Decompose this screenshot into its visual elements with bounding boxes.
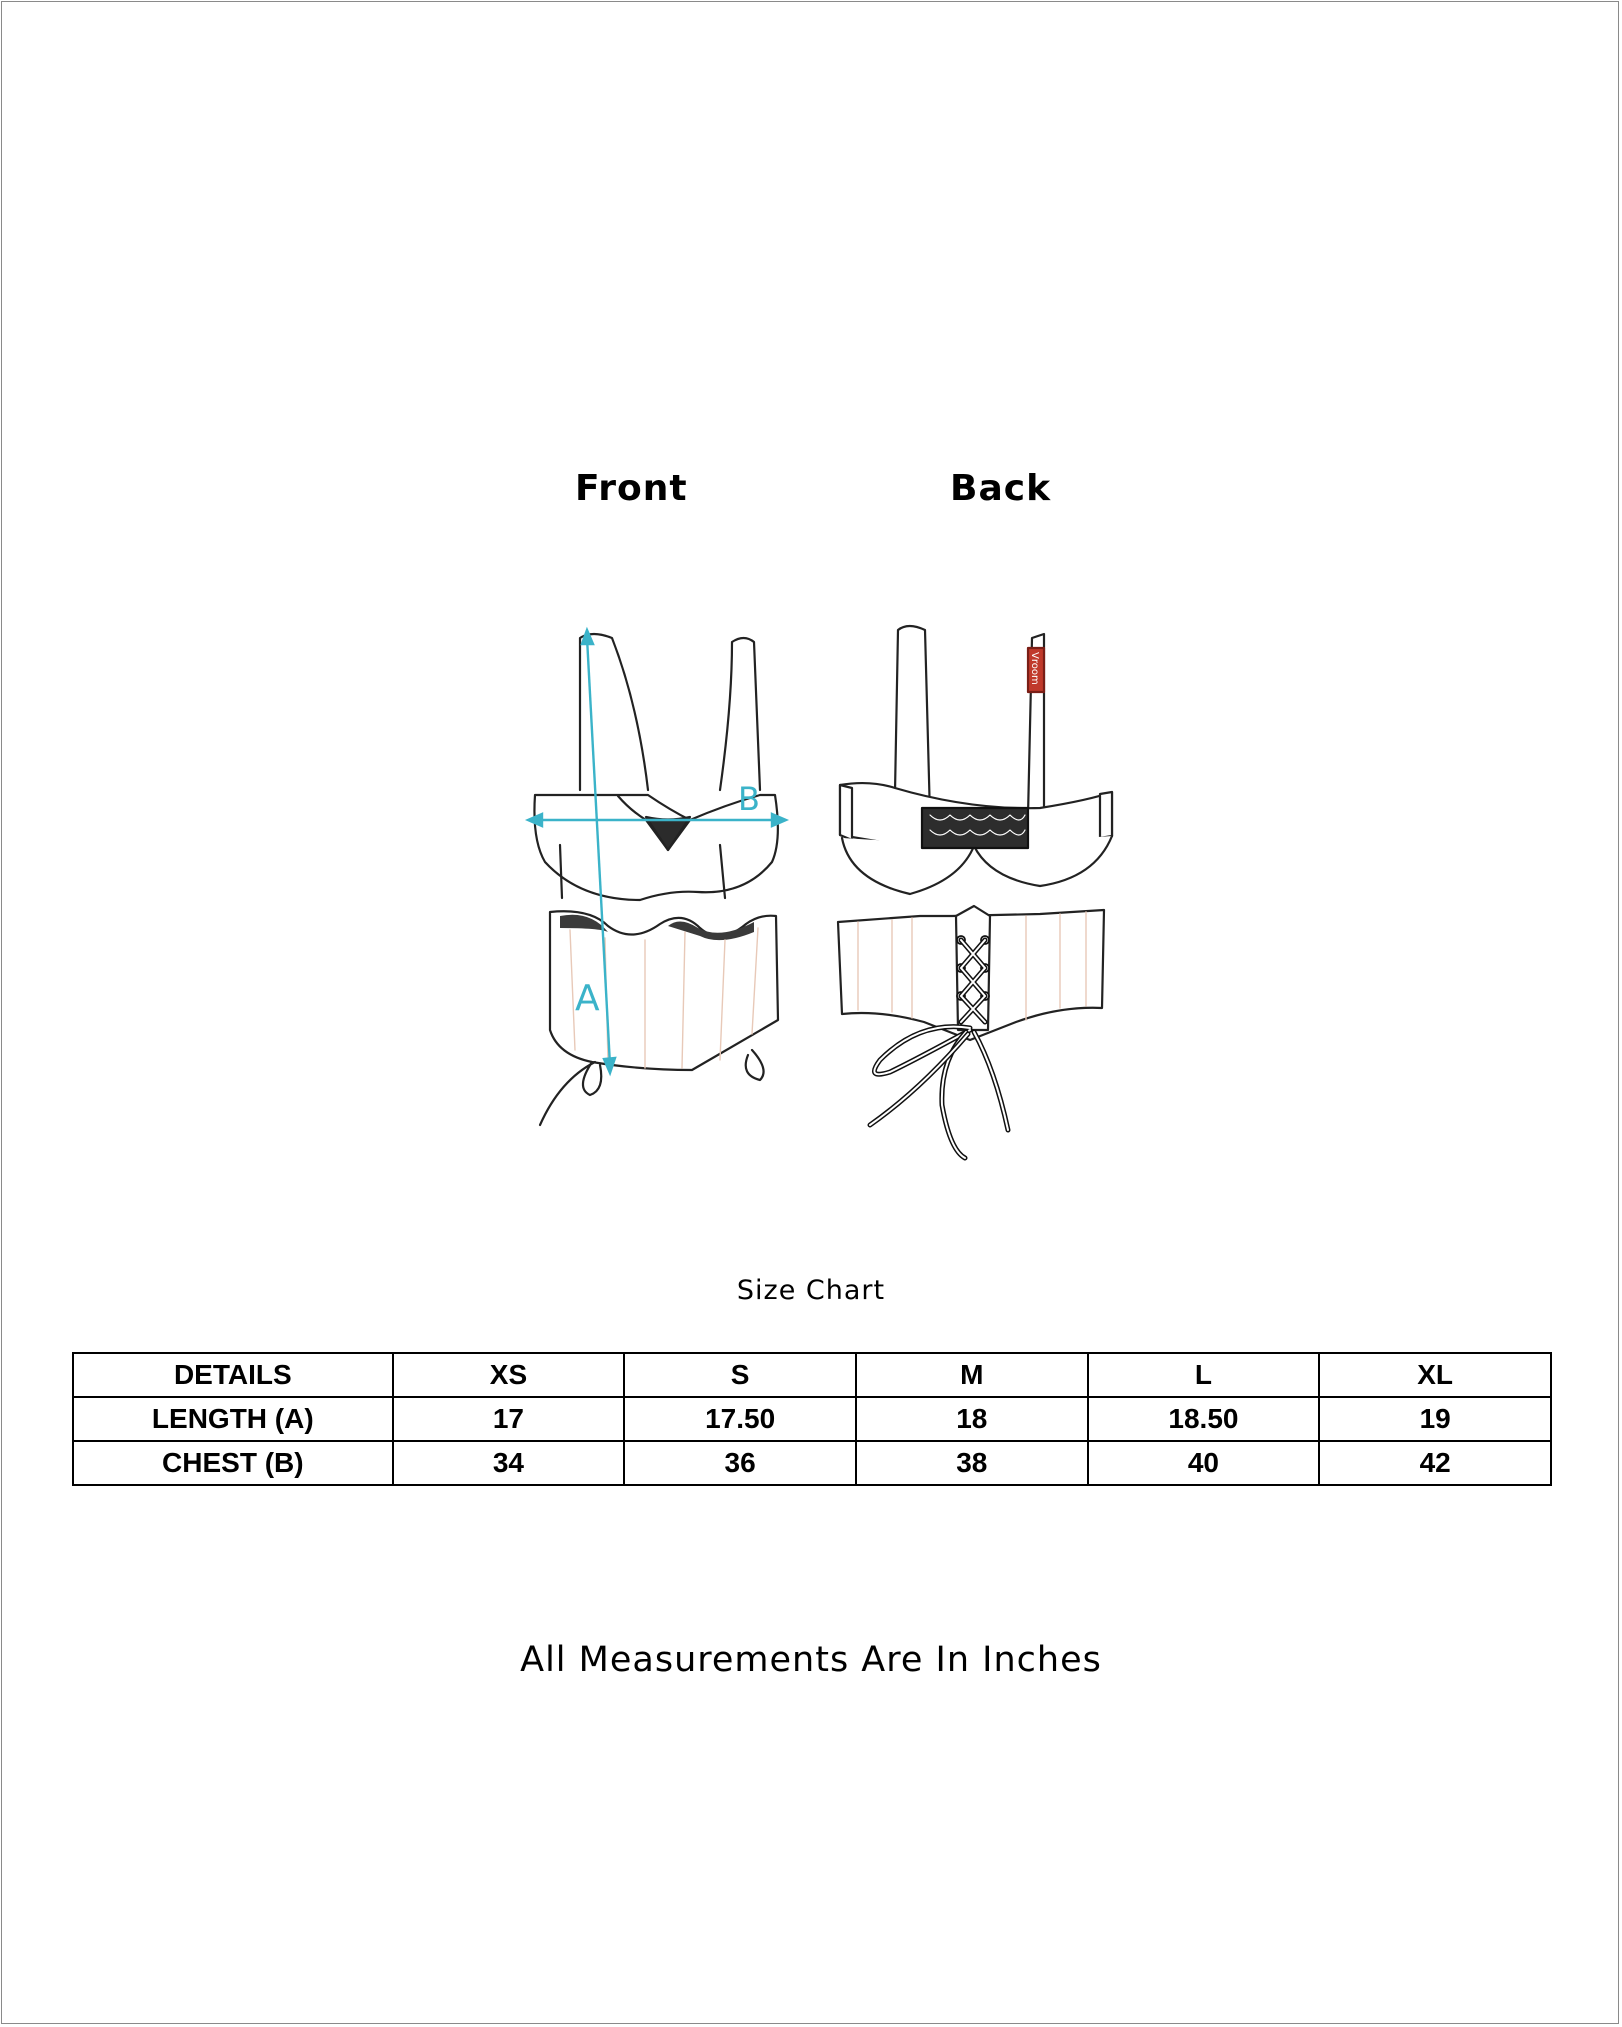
header-m: M: [856, 1353, 1088, 1397]
garment-illustration: [520, 610, 1120, 1170]
back-tie-end-2: [974, 1032, 1008, 1130]
front-view-label: Front: [575, 468, 688, 509]
measurement-note: All Measurements Are In Inches: [520, 1640, 1102, 1680]
table-cell: 18: [856, 1397, 1088, 1441]
brand-tag-text: Vroom: [1029, 652, 1040, 685]
table-cell: 42: [1319, 1441, 1551, 1485]
front-right-strap: [720, 638, 760, 790]
header-xl: XL: [1319, 1353, 1551, 1397]
front-right-tie-2: [746, 1050, 764, 1080]
size-chart-title: Size Chart: [736, 1275, 886, 1306]
row-label: LENGTH (A): [73, 1397, 393, 1441]
table-cell: 17.50: [624, 1397, 856, 1441]
table-cell: 34: [393, 1441, 625, 1485]
table-cell: 17: [393, 1397, 625, 1441]
size-chart-header-row: [73, 1353, 1551, 1397]
table-cell: 38: [856, 1441, 1088, 1485]
back-view: [838, 626, 1112, 1158]
header-l: L: [1088, 1353, 1320, 1397]
table-cell: 19: [1319, 1397, 1551, 1441]
header-xs: XS: [393, 1353, 625, 1397]
header-details: DETAILS: [73, 1353, 393, 1397]
back-band-panel-right: [1100, 792, 1112, 838]
header-s: S: [624, 1353, 856, 1397]
back-tie-end-3: [870, 1034, 968, 1125]
back-elastic: [922, 808, 1028, 848]
size-chart-row-chest: [73, 1441, 1551, 1485]
table-cell: 18.50: [1088, 1397, 1320, 1441]
table-cell: 36: [624, 1441, 856, 1485]
table-cell: 40: [1088, 1441, 1320, 1485]
front-view: [534, 634, 778, 1125]
length-marker-label: A: [575, 978, 600, 1019]
back-view-label: Back: [950, 468, 1052, 509]
back-band-panel-left: [840, 785, 852, 840]
back-left-strap: [895, 626, 930, 816]
row-label: CHEST (B): [73, 1441, 393, 1485]
size-chart-row-length: [73, 1397, 1551, 1441]
size-chart-table: [72, 1352, 1552, 1486]
chest-marker-label: B: [738, 780, 760, 818]
